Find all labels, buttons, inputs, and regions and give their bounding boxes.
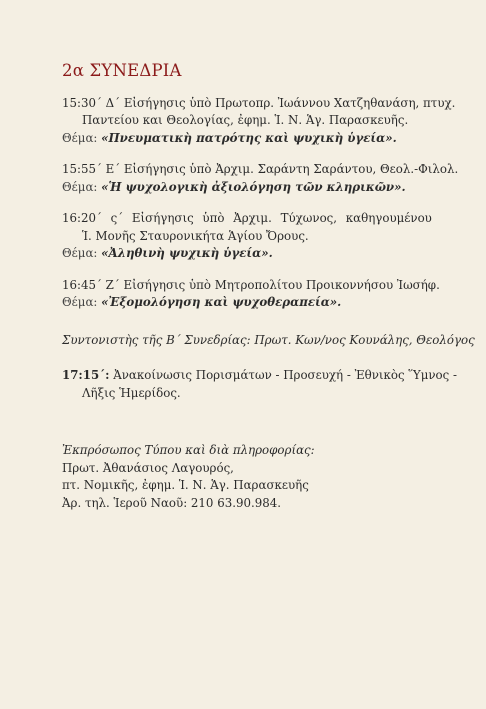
entry-1-time: 15:30΄ bbox=[62, 95, 102, 110]
entry-2-time: 15:55΄ bbox=[62, 162, 102, 176]
program-entry-1 bbox=[62, 95, 456, 148]
entry-1-text: Δ΄ Εἰσήγησις ὑπὸ Πρωτοπρ. Ἰωάννου Χατζηθανάση, πτυχ. bbox=[105, 95, 456, 110]
entry-3-text: ς΄ Εἰσήγησις ὑπὸ Ἀρχιμ. Τύχωνος, καθηγουμένου bbox=[110, 211, 432, 225]
program-entry-2 bbox=[62, 161, 459, 196]
entry-4-line-1 bbox=[62, 277, 452, 295]
press-contact-role: πτ. Νομικῆς, ἐφημ. Ἱ. Ν. Ἁγ. Παρασκευῆς bbox=[62, 478, 309, 492]
press-contact-name: Πρωτ. Ἀθανάσιος Λαγουρός, bbox=[62, 460, 234, 475]
entry-2-line-1 bbox=[62, 161, 459, 179]
session-title: 2α ΣΥΝΕΔΡΙΑ bbox=[62, 61, 182, 80]
entry-2-text: Ε΄ Εἰσήγησις ὑπὸ Ἀρχιμ. Σαράντη Σαράντου, Θεολ.-Φιλολ. bbox=[105, 162, 459, 176]
closing-line-2: Λῆξις Ἡμερίδος. bbox=[82, 385, 181, 400]
entry-4-theme-line bbox=[62, 294, 452, 312]
closing-text: Ἀνακοίνωσις Πορισμάτων - Προσευχή - Ἐθνικὸς Ὕμνος - bbox=[113, 368, 457, 382]
closing-line-1 bbox=[62, 367, 457, 385]
closing-time: 17:15΄: bbox=[62, 368, 110, 382]
entry-4-time: 16:45΄ bbox=[62, 277, 102, 292]
entry-1-line-1 bbox=[62, 95, 456, 113]
entry-3-time: 16:20΄ bbox=[62, 211, 102, 225]
entry-1-line-2: Παντείου και Θεολογίας, ἐφημ. Ἱ. Ν. Ἁγ. Παρασκευῆς. bbox=[82, 113, 409, 127]
entry-1-theme: «Πνευματικὴ πατρότης καὶ ψυχικὴ ὑγεία». bbox=[101, 130, 397, 145]
entry-4-theme-label: Θέμα: bbox=[62, 295, 98, 309]
entry-3-theme-line bbox=[62, 245, 452, 263]
entry-1-theme-line bbox=[62, 130, 452, 148]
press-heading: Ἐκπρόσωπος Τύπου καὶ διὰ πληροφορίας: bbox=[62, 443, 315, 457]
entry-3-theme-label: Θέμα: bbox=[62, 246, 98, 260]
entry-2-theme: «Ἡ ψυχολογικὴ ἀξιολόγηση τῶν κληρικῶν». bbox=[101, 179, 406, 194]
program-entry-4 bbox=[62, 277, 452, 312]
entry-2-theme-line bbox=[62, 179, 452, 197]
program-entry-3 bbox=[62, 210, 452, 263]
press-contact-phone: Ἀρ. τηλ. Ἱεροῦ Ναοῦ: 210 63.90.984. bbox=[62, 495, 281, 510]
entry-4-theme: «Ἐξομολόγηση καὶ ψυχοθεραπεία». bbox=[101, 295, 342, 309]
entry-3-theme: «Ἀληθινὴ ψυχικὴ ὑγεία». bbox=[101, 246, 273, 260]
entry-2-theme-label: Θέμα: bbox=[62, 179, 98, 194]
entry-3-line-1 bbox=[62, 210, 452, 228]
session-coordinators: Συντονιστὴς τῆς Β΄ Συνεδρίας: Πρωτ. Κων/νος Κουνάλης, Θεολόγος bbox=[62, 332, 475, 347]
entry-3-line-2: Ἱ. Μονῆς Σταυρονικήτα Ἁγίου Ὄρους. bbox=[82, 228, 309, 243]
entry-4-text: Ζ΄ Εἰσήγησις ὑπὸ Μητροπολίτου Προικοννήσου Ἰωσήφ. bbox=[105, 277, 440, 292]
program-page bbox=[62, 61, 475, 512]
press-contact bbox=[62, 442, 452, 512]
entry-1-theme-label: Θέμα: bbox=[62, 130, 98, 145]
closing-entry bbox=[62, 367, 457, 402]
